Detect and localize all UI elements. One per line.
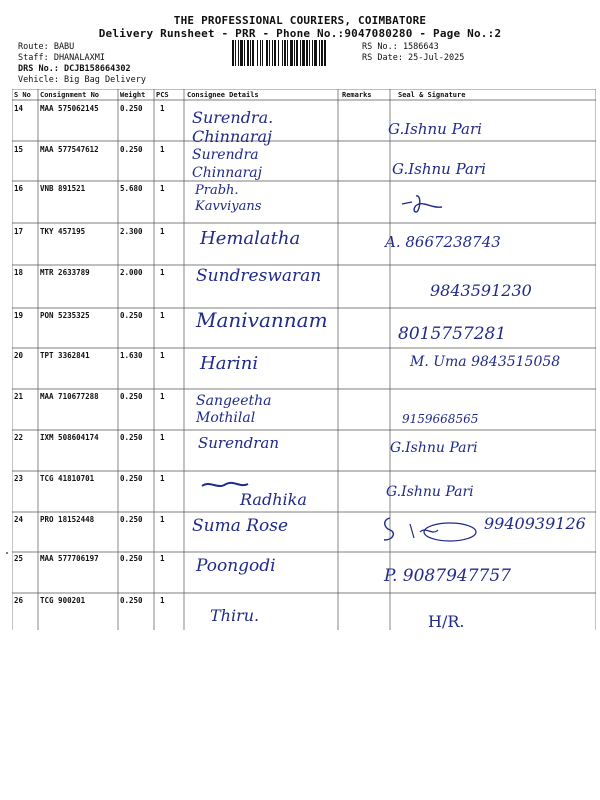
row-signature-handwriting: 9940939126 — [484, 514, 586, 533]
row-signature-handwriting: 9843591230 — [430, 281, 532, 300]
row-signature-handwriting: H/R. — [428, 612, 465, 631]
row-consignee-handwriting: Surendra. Chinnaraj — [192, 108, 274, 146]
row-sno: 18 — [14, 268, 24, 277]
row-consignment-no: TKY 457195 — [40, 227, 86, 236]
row-pcs: 1 — [160, 474, 165, 483]
barcode — [232, 40, 356, 66]
row-sno: 23 — [14, 474, 24, 483]
row-weight: 0.250 — [120, 433, 143, 442]
vehicle-label: Vehicle: Big Bag Delivery — [18, 75, 146, 85]
row-pcs: 1 — [160, 145, 165, 154]
row-consignment-no: MAA 710677288 — [40, 392, 99, 401]
row-consignment-no: MTR 2633789 — [40, 268, 90, 277]
row-consignment-no: PON 5235325 — [40, 311, 90, 320]
header-signature: Seal & Signature — [398, 91, 466, 99]
row-pcs: 1 — [160, 554, 165, 563]
row-consignee-handwriting: Sangeetha Mothilal — [196, 393, 272, 426]
row-weight: 0.250 — [120, 392, 143, 401]
row-consignee-handwriting: Hemalatha — [200, 228, 301, 249]
rs-number: RS No.: 1586643 — [362, 42, 439, 52]
row-consignment-no: TCG 41810701 — [40, 474, 95, 483]
row-consignment-no: MAA 577547612 — [40, 145, 99, 154]
row-sno: 19 — [14, 311, 24, 320]
row-consignment-no: IXM 508604174 — [40, 433, 99, 442]
row-sno: 24 — [14, 515, 24, 524]
row-weight: 0.250 — [120, 145, 143, 154]
row-signature-handwriting: G.Ishnu Pari — [386, 484, 474, 500]
row-consignee-handwriting: Surendran — [198, 434, 280, 452]
row-weight: 2.000 — [120, 268, 143, 277]
row-consignment-no: MAA 575062145 — [40, 104, 99, 113]
header-sno: S No — [14, 91, 31, 99]
row-signature-handwriting: G.Ishnu Pari — [392, 160, 486, 178]
row-weight: 0.250 — [120, 311, 143, 320]
row-weight: 5.680 — [120, 184, 143, 193]
row-consignee-handwriting: Prabh. Kavviyans — [195, 183, 262, 214]
header-remarks: Remarks — [342, 91, 372, 99]
row-sno: 16 — [14, 184, 24, 193]
row-consignee-handwriting: Thiru. — [210, 606, 260, 625]
row-weight: 0.250 — [120, 104, 143, 113]
row-consignment-no: MAA 577706197 — [40, 554, 99, 563]
row-consignee-handwriting: Surendra Chinnaraj — [192, 147, 262, 181]
runsheet-subtitle: Delivery Runsheet - PRR - Phone No.:9047080280 - Page No.:2 — [98, 27, 502, 40]
row-sno: 26 — [14, 596, 24, 605]
row-signature-handwriting: P. 9087947757 — [384, 566, 511, 586]
row-consignee-handwriting: Poongodi — [196, 556, 276, 576]
row-signature-scribble — [380, 514, 484, 544]
row-consignee-handwriting: Sundreswaran — [196, 266, 322, 286]
row-sno: 17 — [14, 227, 24, 236]
row-signature-handwriting: A. 8667238743 — [385, 233, 501, 251]
row-signature-handwriting: 8015757281 — [398, 324, 507, 344]
row-signature-handwriting: M. Uma 9843515058 — [410, 354, 561, 370]
row-sno: 21 — [14, 392, 24, 401]
row-sno: 22 — [14, 433, 24, 442]
row-weight: 1.630 — [120, 351, 143, 360]
row-sno: 14 — [14, 104, 24, 113]
row-weight: 0.250 — [120, 515, 143, 524]
row-signature-scribble — [398, 190, 458, 218]
row-consignment-no: PRO 18152448 — [40, 515, 95, 524]
route-label: Route: BABU — [18, 42, 75, 52]
row-signature-handwriting: G.Ishnu Pari — [388, 120, 482, 138]
row-weight: 0.250 — [120, 596, 143, 605]
row-weight: 2.300 — [120, 227, 143, 236]
header-pcs: PCS — [156, 91, 169, 99]
row-consignee-handwriting: Radhika — [240, 490, 307, 509]
staff-label: Staff: DHANALAXMI — [18, 53, 105, 63]
row-pcs: 1 — [160, 311, 165, 320]
row-consignee-handwriting: Harini — [200, 353, 259, 374]
header-weight: Weight — [120, 91, 146, 99]
row-sno: 15 — [14, 145, 24, 154]
company-title: THE PROFESSIONAL COURIERS, COIMBATORE — [173, 14, 427, 27]
row-sno: 20 — [14, 351, 24, 360]
row-pcs: 1 — [160, 392, 165, 401]
row-pcs: 1 — [160, 268, 165, 277]
row-weight: 0.250 — [120, 474, 143, 483]
row-sno: 25 — [14, 554, 24, 563]
drs-label: DRS No.: DCJB158664302 — [18, 64, 131, 74]
row-consignee-handwriting: Manivannam — [196, 308, 328, 332]
header-consignment: Consignment No — [40, 91, 100, 99]
row-pcs: 1 — [160, 104, 165, 113]
scan-speck — [6, 552, 8, 554]
row-pcs: 1 — [160, 227, 165, 236]
row-pcs: 1 — [160, 515, 165, 524]
row-pcs: 1 — [160, 596, 165, 605]
row-signature-handwriting: 9159668565 — [402, 412, 479, 426]
row-pcs: 1 — [160, 351, 165, 360]
row-pcs: 1 — [160, 184, 165, 193]
row-consignment-no: VNB 891521 — [40, 184, 86, 193]
row-consignment-no: TPT 3362841 — [40, 351, 90, 360]
header-consignee: Consignee Details — [187, 91, 259, 99]
row-consignee-handwriting: Suma Rose — [192, 516, 289, 536]
row-consignment-no: TCG 900201 — [40, 596, 86, 605]
rs-date: RS Date: 25-Jul-2025 — [362, 53, 465, 63]
row-signature-handwriting: G.Ishnu Pari — [390, 440, 478, 456]
row-weight: 0.250 — [120, 554, 143, 563]
row-pcs: 1 — [160, 433, 165, 442]
